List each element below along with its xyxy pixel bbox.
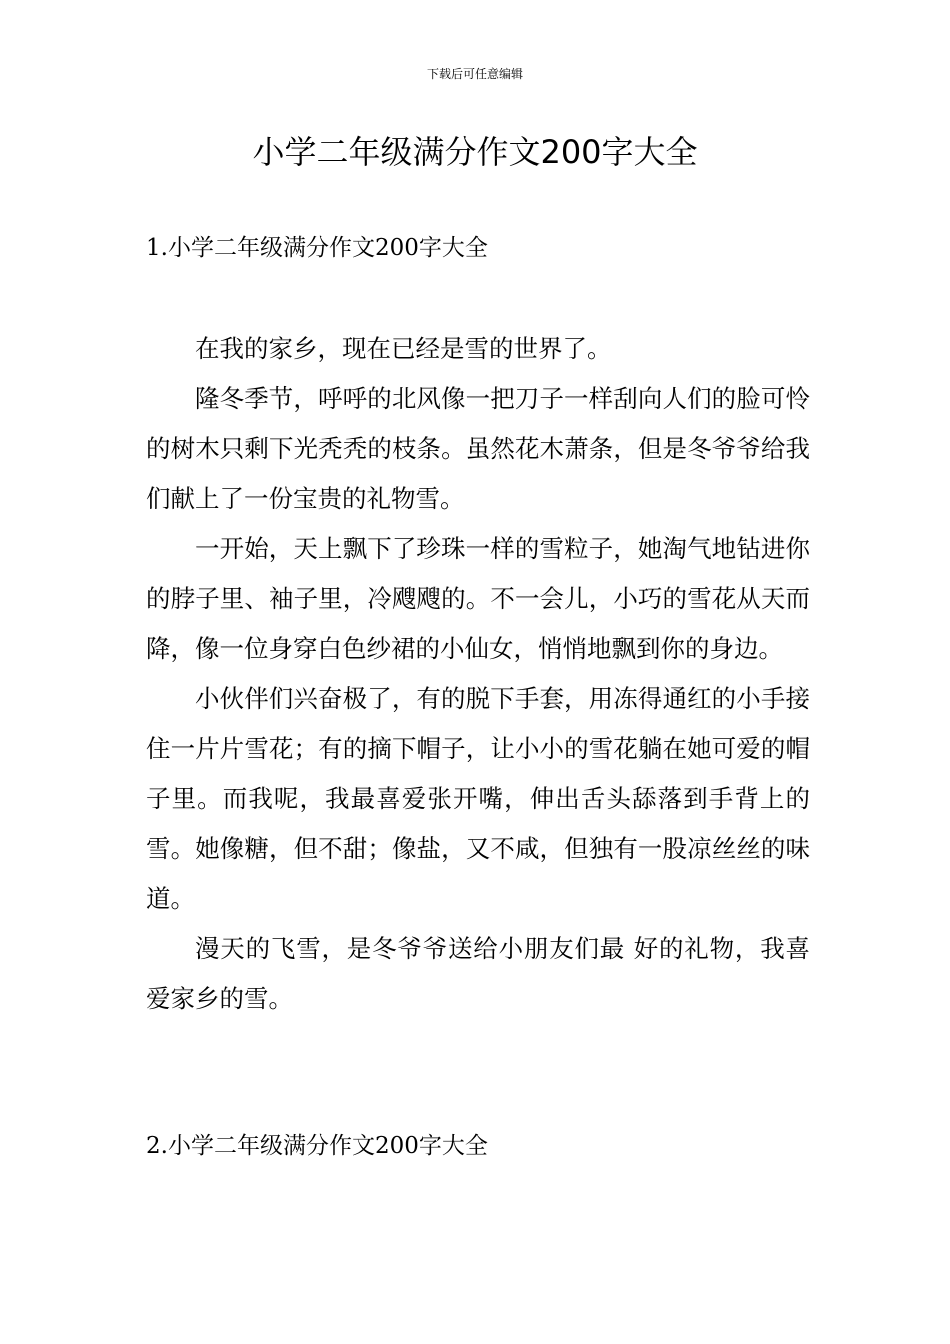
document-title: 小学二年级满分作文200字大全	[252, 133, 698, 171]
header-note: 下载后可任意编辑	[426, 67, 523, 81]
essay-paragraph: 在我的家乡，现在已经是雪的世界了。	[195, 334, 612, 363]
essay-paragraph: 小伙伴们兴奋极了，有的脱下手套，用冻得通红的小手接住一片片雪花；有的摘下帽子，让小小的雪花躺在她可爱的帽子里。而我呢，我最喜爱张开嘴，伸出舌头舔落到手背上的雪。她像糖，但不甜；像盐，又不咸，但独有一股凉丝丝的味道。	[146, 684, 810, 913]
section-heading-1: 1.小学二年级满分作文200字大全	[146, 235, 488, 261]
essay-paragraph: 隆冬季节，呼呼的北风像一把刀子一样刮向人们的脸可怜的树木只剩下光秃秃的枝条。虽然花木萧条，但是冬爷爷给我们献上了一份宝贵的礼物雪。	[146, 384, 810, 513]
essay-paragraph: 漫天的飞雪，是冬爷爷送给小朋友们最 好的礼物，我喜爱家乡的雪。	[146, 934, 810, 1013]
essay-1-body	[146, 324, 810, 1024]
essay-paragraph: 一开始，天上飘下了珍珠一样的雪粒子，她淘气地钻进你的脖子里、袖子里，冷飕飕的。不一会儿，小巧的雪花从天而降，像一位身穿白色纱裙的小仙女，悄悄地飘到你的身边。	[146, 534, 810, 663]
section-heading-2: 2.小学二年级满分作文200字大全	[146, 1133, 488, 1159]
